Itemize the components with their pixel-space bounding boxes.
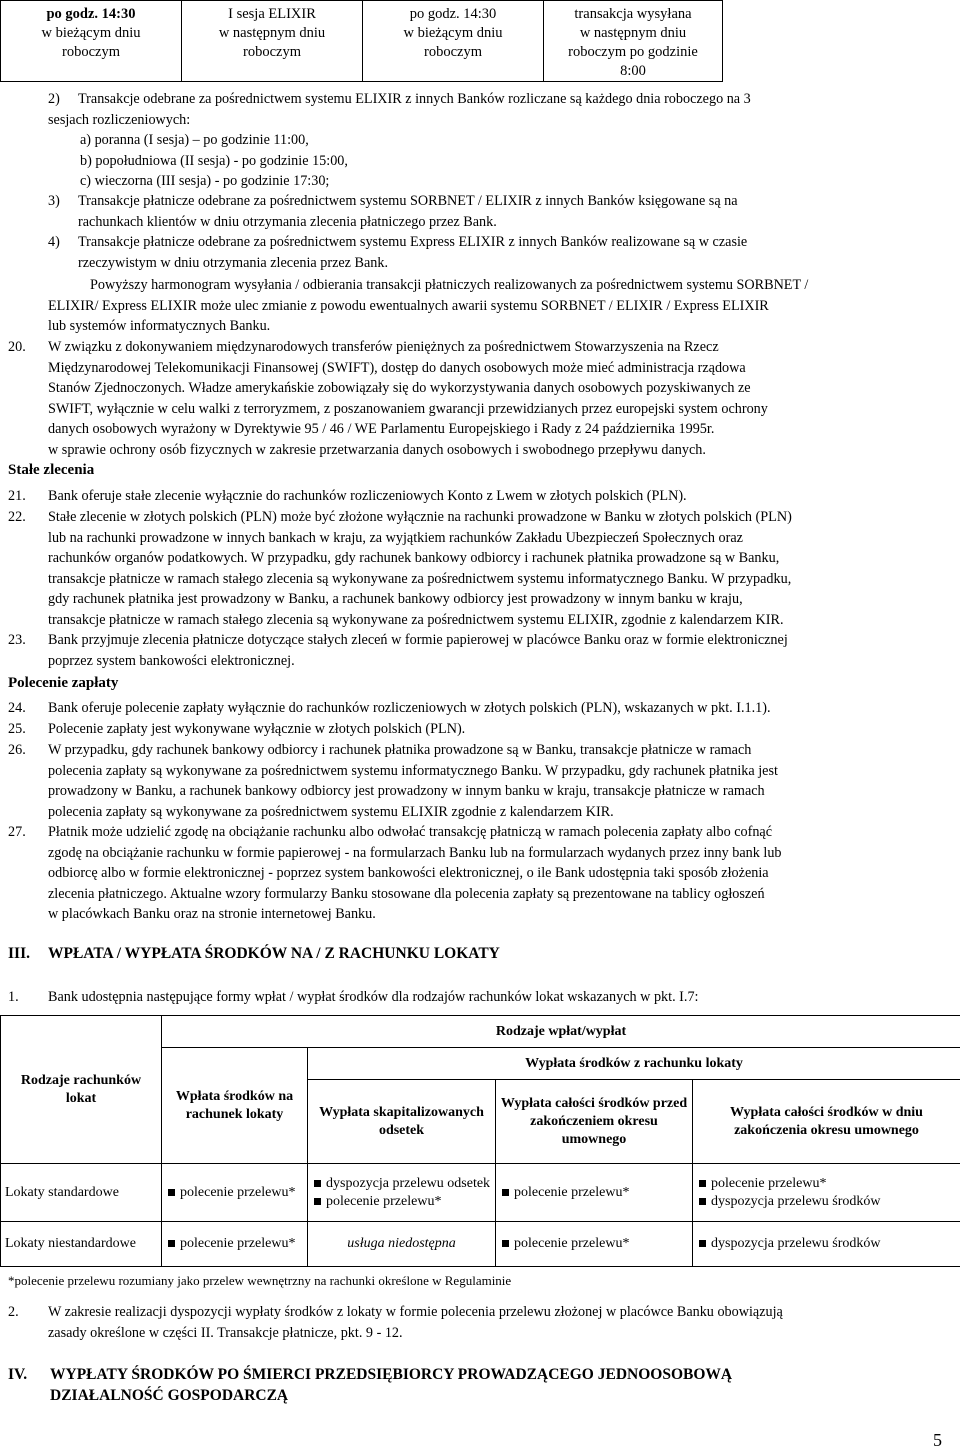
section-4-heading <box>8 1365 948 1406</box>
text-line: SWIFT, wyłącznie w celu walki z terroryzmem, z poszanowaniem gwarancji przewidzianych przez europejski system ochrony <box>48 400 768 417</box>
bullet-item: dyspozycja przelewu środków <box>697 1235 956 1253</box>
text-line: a) poranna (I sesja) – po godzinie 11:00, <box>80 132 309 148</box>
schedule-text: I sesja ELIXIR <box>228 6 316 22</box>
paragraph-number: 26. <box>8 742 26 758</box>
maturity-cell <box>693 1222 960 1267</box>
paragraph-2 <box>48 89 928 192</box>
paragraph-number: 25. <box>8 721 26 737</box>
schedule-text: po godz. 14:30 <box>409 6 497 22</box>
schedule-text: roboczym <box>62 44 120 60</box>
text-line: gdy rachunek płatnika jest prowadzony w Banku, a rachunek bankowy odbiorcy jest prowadzony w innym banku w kraju, <box>48 591 743 607</box>
bullet-item: dyspozycja przelewu środków <box>697 1193 956 1211</box>
paragraph-number: 23. <box>8 632 26 648</box>
header-maturity-withdrawal: Wypłata całości środków w dniu zakończenia okresu umownego <box>693 1080 960 1164</box>
text-line: zgodę na obciążanie rachunku w formie papierowej - na formularzach Banku lub na formularzach wydanych przez inny bank lub <box>48 844 782 861</box>
deposit-cell <box>162 1164 308 1222</box>
text-line: Powyższy harmonogram wysyłania / odbierania transakcji płatniczych realizowanych za pośrednictwem systemu SORBNET / <box>90 277 809 293</box>
schedule-note <box>48 275 948 337</box>
bullet-item: polecenie przelewu* <box>166 1235 303 1253</box>
text-line: Międzynarodowej Telekomunikacji Finansowej (SWIFT), dostęp do danych osobowych może mieć administracja rządowa <box>48 359 746 376</box>
section-title: DZIAŁALNOŚĆ GOSPODARCZĄ <box>50 1386 289 1404</box>
capitalized-cell <box>308 1164 496 1222</box>
text-line: w placówkach Banku oraz na stronie internetowej Banku. <box>48 906 376 922</box>
paragraph-21 <box>0 486 960 507</box>
paragraph-24 <box>0 698 960 719</box>
section-3-paragraph-1 <box>0 987 960 1008</box>
deposit-forms-table <box>0 1015 960 1267</box>
early-cell <box>496 1222 693 1267</box>
section-3-paragraph-2 <box>0 1302 960 1343</box>
table-footnote: *polecenie przelewu rozumiany jako przelew wewnętrzny na rachunki określone w Regulaminie <box>8 1273 512 1288</box>
session-schedule-table <box>0 0 960 82</box>
text-line: lub na rachunki prowadzone w innych bankach w kraju, za wyjątkiem rachunków Zakładu Ubezpieczeń Społecznych oraz <box>48 529 743 546</box>
text-line: odbiorcę albo w formie elektronicznej - poprzez system bankowości elektronicznej, o ile Bank udostępnia taki sposób złożenia <box>48 865 769 881</box>
header-capitalized-interest: Wypłata skapitalizowanych odsetek <box>308 1080 496 1164</box>
page-number: 5 <box>933 1430 942 1450</box>
text-line: poprzez system bankowości elektronicznej. <box>48 652 295 669</box>
text-line: Transakcje odebrane za pośrednictwem systemu ELIXIR z innych Banków rozliczane są każdego dnia roboczego na 3 <box>78 91 751 107</box>
table-row <box>1 1222 960 1267</box>
bullet-item: polecenie przelewu* <box>697 1175 956 1193</box>
schedule-text: roboczym <box>424 44 482 60</box>
maturity-cell <box>693 1164 960 1222</box>
text-line: Polecenie zapłaty jest wykonywane wyłącznie w złotych polskich (PLN). <box>48 721 466 737</box>
text-line: c) wieczorna (III sesja) - po godzinie 17:30; <box>80 173 330 189</box>
bullet-item: polecenie przelewu* <box>312 1193 491 1211</box>
schedule-cell <box>544 1 723 82</box>
paragraph-number: 20. <box>8 339 26 355</box>
text-line: transakcje płatnicze w ramach stałego zlecenia są wykonywane za pośrednictwem systemu informatycznego Banku. W przypadku, <box>48 570 792 587</box>
text-line: Transakcje płatnicze odebrane za pośrednictwem systemu SORBNET / ELIXIR z innych Banków księgowane są na <box>78 193 738 209</box>
schedule-cell <box>363 1 544 82</box>
text-line: danych osobowych wyrażony w Dyrektywie 95 / 46 / WE Parlamentu Europejskiego i Rady z 24 października 1995r. <box>48 421 715 437</box>
text-line: b) popołudniowa (II sesja) - po godzinie 15:00, <box>80 152 348 169</box>
text-line: Płatnik może udzielić zgodę na obciążanie rachunku albo odwołać transakcję płatniczą w ramach polecenia zapłaty albo cofnąć <box>48 824 773 840</box>
section-title: WYPŁATY ŚRODKÓW PO ŚMIERCI PRZEDSIĘBIORCY PROWADZĄCEGO JEDNOOSOBOWĄ <box>50 1366 733 1383</box>
text-line: zlecenia płatniczego. Aktualne wzory formularzy Banku stosowane dla polecenia zapłaty są prezentowane na tablicy ogłoszeń <box>48 885 765 902</box>
text-line: Bank przyjmuje zlecenia płatnicze dotyczące stałych zleceń w formie papierowej w placówce Banku oraz w formie elektronicznej <box>48 632 788 648</box>
text-line: Stałe zlecenie w złotych polskich (PLN) może być złożone wyłącznie na rachunki prowadzone w Banku w złotych polskich (PLN) <box>48 509 792 525</box>
text-line: w sprawie ochrony osób fizycznych w zakresie przetwarzania danych osobowych i swobodnego przepływu danych. <box>48 441 706 458</box>
paragraph-number: 2. <box>8 1304 19 1320</box>
header-deposit: Wpłata środków na rachunek lokaty <box>162 1048 308 1164</box>
text-line: W przypadku, gdy rachunek bankowy odbiorcy i rachunek płatnika prowadzone są w Banku, transakcje płatnicze w ramach <box>48 742 752 758</box>
paragraph-label: 4) <box>48 234 60 250</box>
table-row <box>1 1164 960 1222</box>
text-line: rachunkach klientów w dniu otrzymania zlecenia płatniczego przez Bank. <box>78 213 497 230</box>
text-line: Bank oferuje polecenie zapłaty wyłącznie do rachunków rozliczeniowych w złotych polskich (PLN), wskazanych w pkt. I.1.1). <box>48 700 771 716</box>
heading-standing-orders: Stałe zlecenia <box>8 462 95 478</box>
text-line: prowadzony w Banku, a rachunek bankowy odbiorcy jest prowadzony w innym banku w kraju, transakcje płatnicze w ramach <box>48 783 765 799</box>
header-early-withdrawal: Wypłata całości środków przed zakończeniem okresu umownego <box>496 1080 693 1164</box>
schedule-cell <box>1 1 182 82</box>
paragraph-23 <box>0 630 960 671</box>
early-cell <box>496 1164 693 1222</box>
paragraph-27 <box>0 822 960 925</box>
text-line: rachunków organów podatkowych. W przypadku, gdy rachunek bankowy odbiorcy i rachunek płatnika prowadzone są w Banku, <box>48 550 780 566</box>
text-line: transakcje płatnicze w ramach stałego zlecenia są wykonywane za pośrednictwem systemu ELIXIR, zgodnie z kalendarzem KIR. <box>48 611 784 628</box>
text-line: lub systemów informatycznych Banku. <box>48 318 271 334</box>
section-number: IV. <box>8 1366 28 1383</box>
schedule-text: roboczym po godzinie <box>568 44 698 60</box>
text-line: polecenia zapłaty są wykonywane za pośrednictwem systemu informatycznego Banku. W przypadku, gdy rachunek płatnika jest <box>48 762 778 779</box>
deposit-cell <box>162 1222 308 1267</box>
paragraph-20 <box>0 337 960 460</box>
text-line: Bank oferuje stałe zlecenie wyłącznie do rachunków rozliczeniowych Konto z Lwem w złotych polskich (PLN). <box>48 488 687 504</box>
schedule-cell <box>182 1 363 82</box>
text-line: Bank udostępnia następujące formy wpłat / wypłat środków dla rodzajów rachunków lokat wskazanych w pkt. I.7: <box>48 989 699 1005</box>
account-type-cell: Lokaty niestandardowe <box>1 1222 162 1267</box>
header-group: Rodzaje wpłat/wypłat <box>162 1016 960 1048</box>
section-3-heading <box>8 944 948 965</box>
schedule-text: w następnym dniu <box>579 25 687 41</box>
bullet-item: polecenie przelewu* <box>500 1184 688 1202</box>
paragraph-number: 27. <box>8 824 26 840</box>
paragraph-3 <box>48 191 928 232</box>
paragraph-number: 24. <box>8 700 26 716</box>
paragraph-number: 21. <box>8 488 26 504</box>
heading-direct-debit: Polecenie zapłaty <box>8 675 119 691</box>
schedule-text: transakcja wysyłana <box>574 6 692 22</box>
paragraph-number: 1. <box>8 989 19 1005</box>
paragraph-label: 2) <box>48 91 60 107</box>
schedule-blank <box>723 1 960 82</box>
text-line: polecenia zapłaty są wykonywane za pośrednictwem systemu ELIXIR zgodnie z kalendarzem KIR. <box>48 803 614 820</box>
schedule-text: w bieżącym dniu <box>403 25 503 41</box>
text-line: Stanów Zjednoczonych. Władze amerykańskie zobowiązały się do wykorzystywania danych osobowych pozyskiwanych ze <box>48 380 751 396</box>
text-line: zasady określone w części II. Transakcje płatnicze, pkt. 9 - 12. <box>48 1324 403 1341</box>
section-number: III. <box>8 945 30 962</box>
schedule-text: w następnym dniu <box>218 25 326 41</box>
text-line: rzeczywistym w dniu otrzymania zlecenia przez Bank. <box>78 254 389 271</box>
paragraph-number: 22. <box>8 509 26 525</box>
bullet-item: polecenie przelewu* <box>166 1184 303 1202</box>
text-line: W związku z dokonywaniem międzynarodowych transferów pieniężnych za pośrednictwem Stowarzyszenia na Rzecz <box>48 339 719 355</box>
schedule-text: w bieżącym dniu <box>41 25 141 41</box>
paragraph-25 <box>0 719 960 740</box>
header-account-type: Rodzaje rachunków lokat <box>1 1016 162 1164</box>
section-title: WPŁATA / WYPŁATA ŚRODKÓW NA / Z RACHUNKU LOKATY <box>48 945 500 962</box>
capitalized-cell: usługa niedostępna <box>308 1222 496 1267</box>
schedule-text: 8:00 <box>620 63 646 79</box>
paragraph-22 <box>0 507 960 630</box>
paragraph-4 <box>48 232 928 273</box>
bullet-item: dyspozycja przelewu odsetek <box>312 1175 491 1193</box>
text-line: Transakcje płatnicze odebrane za pośrednictwem systemu Express ELIXIR z innych Banków realizowane są w czasie <box>78 234 748 250</box>
bullet-item: polecenie przelewu* <box>500 1235 688 1253</box>
paragraph-label: 3) <box>48 193 60 209</box>
text-line: sesjach rozliczeniowych: <box>48 111 191 128</box>
header-withdrawal-group: Wypłata środków z rachunku lokaty <box>308 1048 960 1080</box>
text-line: W zakresie realizacji dyspozycji wypłaty środków z lokaty w formie polecenia przelewu złożonej w placówce Banku obowiązują <box>48 1304 783 1320</box>
paragraph-26 <box>0 740 960 822</box>
text-line: ELIXIR/ Express ELIXIR może ulec zmianie z powodu ewentualnych awarii systemu SORBNET / ELIXIR / Express ELIXIR <box>48 297 769 314</box>
schedule-text: roboczym <box>243 44 301 60</box>
schedule-text: po godz. 14:30 <box>46 6 136 22</box>
account-type-cell: Lokaty standardowe <box>1 1164 162 1222</box>
